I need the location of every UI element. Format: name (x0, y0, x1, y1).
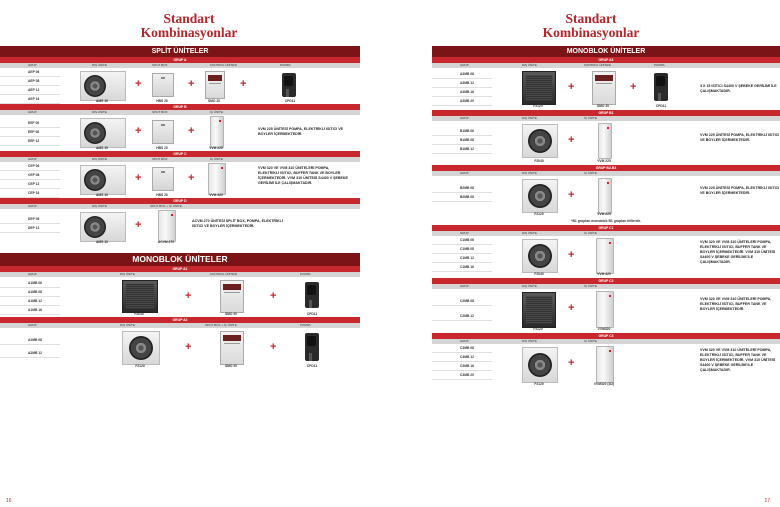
monoblok-unit-image (122, 331, 160, 365)
plus-icon: + (568, 302, 575, 314)
monoblok-unit-image (522, 239, 558, 273)
outdoor-unit-image (80, 118, 126, 148)
product-caption: AMS 10 (96, 146, 108, 150)
col-kontrol: KONTROL ÜNİTESİ (584, 63, 612, 67)
product-caption: AMS 10 (96, 193, 108, 197)
product-caption: SMO 20 (596, 104, 610, 108)
group-code: A1MB 08 (0, 288, 60, 297)
group-code: C1MB 08 (432, 245, 492, 254)
monoblok-unit-image (522, 292, 556, 328)
group-code: B1MB 08 (432, 136, 492, 145)
col-ic-unite: İÇ ÜNİTE (210, 110, 223, 114)
title-line-2: Kombinasyonlar (140, 25, 238, 40)
col-grup: GRUP (28, 272, 37, 276)
product-caption: VVM 225 (597, 212, 611, 216)
group-code: DEP 08 (0, 215, 60, 224)
product-caption: HBS 20 (156, 146, 168, 150)
product-caption: HBS 20 (156, 193, 168, 197)
col-grup: GRUP (28, 63, 37, 67)
group-header-a1: GRUP A1 (0, 266, 360, 272)
col-dis-unite: DIŞ ÜNİTE (522, 116, 537, 120)
group-note: VVM 320 VE VVM 310 ÜNİTELERİ POMPA, ELEKTRİKLİ ISITICI, BUFFER TANK VE BOYLER İÇERMEKTEDİR. (700, 297, 772, 311)
col-dis-unite: DIŞ ÜNİTE (120, 272, 135, 276)
product-caption: F2120 (534, 212, 544, 216)
product-caption: F2120 (534, 382, 544, 386)
group-code: B2MB 08 (432, 193, 492, 202)
group-row-c3 (432, 344, 780, 388)
col-grup: GRUP (460, 116, 469, 120)
group-code: AEP 06 (0, 68, 60, 77)
group-code: A3MB 08 (432, 70, 492, 79)
product-caption: VVM 320 (209, 193, 223, 197)
split-box-image (152, 73, 174, 97)
plus-icon: + (568, 189, 575, 201)
group-header-c: GRUP C (0, 151, 360, 157)
group-header-c3: GRUP C3 (432, 333, 780, 339)
col-dis-unite: DIŞ ÜNİTE (522, 63, 537, 67)
group-header-b1: GRUP B1 (432, 110, 780, 116)
group-note: VVM 225 ÜNİTESİ POMPA, ELEKTRİKLİ ISITICI VE BOYLER İÇERMEKTEDİR. (700, 186, 780, 195)
group-code: EEP 12 (0, 137, 60, 146)
group-row-a2 (0, 328, 360, 370)
plus-icon: + (188, 172, 195, 184)
pump-image (305, 282, 319, 308)
col-grup: GRUP (460, 284, 469, 288)
product-caption: F2120 (533, 327, 543, 331)
col-ic-unite: İÇ ÜNİTE (584, 231, 597, 235)
plus-icon: + (135, 219, 142, 231)
right-page (402, 0, 780, 507)
group-code: A1MB 16 (0, 306, 60, 315)
outdoor-unit-image (80, 165, 126, 195)
group-row-b1 (432, 121, 780, 165)
indoor-unit-image (158, 210, 176, 242)
group-code: A2MB 12 (0, 349, 60, 358)
monoblok-unit-image (522, 124, 558, 158)
group-code: CEP 16 (0, 189, 60, 198)
group-code: C3MB 16 (432, 362, 492, 371)
group-code: C2MB 08 (432, 297, 492, 306)
group-code: CEP 12 (0, 180, 60, 189)
group-code: AEP 12 (0, 86, 60, 95)
product-caption: VVM320 (597, 327, 611, 331)
indoor-unit-image (596, 291, 614, 328)
group-code: AEP 08 (0, 77, 60, 86)
group-row-a1 (0, 277, 360, 317)
group-row-c2 (432, 289, 780, 333)
title-line-1: Standart (163, 11, 215, 26)
group-code: EEP 06 (0, 119, 60, 128)
plus-icon: + (240, 78, 247, 90)
plus-icon: + (188, 78, 195, 90)
group-code: C3MB 12 (432, 353, 492, 362)
product-caption: HBS 20 (156, 99, 168, 103)
page-title (402, 12, 780, 42)
col-dis-unite: DIŞ ÜNİTE (522, 284, 537, 288)
group-row-c1 (432, 236, 780, 278)
product-caption: F2040 (534, 272, 544, 276)
group-note: 3 X 15 ISITICI S4400 V ŞEBEKE GERİLİMİ İLE ÇALIŞMAKTADIR. (700, 84, 777, 93)
page-number: 16 (6, 498, 12, 504)
col-ic-unite: İÇ ÜNİTE (584, 171, 597, 175)
monoblok-unit-image (522, 347, 558, 383)
group-header-b2: GRUP B2-B4 (432, 165, 780, 171)
col-pompa: POMPA (300, 272, 311, 276)
group-code: A3MB 12 (432, 79, 492, 88)
col-grup: GRUP (460, 171, 469, 175)
pump-image (305, 333, 319, 361)
indoor-unit-image (210, 116, 224, 148)
group-code: C3MB 20 (432, 371, 492, 380)
monoblok-section-header: MONOBLOK ÜNİTELER (432, 46, 780, 57)
group-code: C1MB 16 (432, 263, 492, 272)
col-grup: GRUP (460, 63, 469, 67)
group-code: EEP 08 (0, 128, 60, 137)
group-header-a3: GRUP A3 (432, 57, 780, 63)
monoblok-section-header: MONOBLOK ÜNİTELER (0, 253, 360, 266)
pump-image (654, 73, 668, 101)
product-caption: CPD11 (655, 104, 667, 108)
page-title (0, 12, 378, 42)
product-caption: VVM 320 (597, 272, 611, 276)
group-code: A2MB 08 (0, 336, 60, 345)
group-note: VVM 320 VE VVM 310 ÜNİTELERİ POMPA, ELEKTRİKLİ ISITICI, BUFFER TANK VE BOYLER İÇERMEKTEDİR. VVM 310 ÜNİTESİ S4400 V ŞEBEKE GERİLİMİ İLE ÇALIŞMAKTADIR. (258, 166, 348, 185)
product-caption: F2040 (534, 159, 544, 163)
plus-icon: + (568, 81, 575, 93)
col-split-box: SPLİT BOX (152, 63, 168, 67)
product-caption: VVM320 (3i2) (593, 382, 615, 386)
title-line-1: Standart (565, 11, 617, 26)
group-code: C1MB 06 (432, 236, 492, 245)
col-grup: GRUP (460, 231, 469, 235)
monoblok-unit-image (122, 280, 158, 313)
group-code: DEP 12 (0, 224, 60, 233)
footnote: *B1 grupları monoblok B1 grupları tiftlerdir. (571, 219, 641, 223)
plus-icon: + (630, 81, 637, 93)
col-split-box: SPLİT BOX (152, 157, 168, 161)
col-grup: GRUP (460, 339, 469, 343)
split-box-image (152, 167, 174, 191)
col-dis-unite: DIŞ ÜNİTE (120, 323, 135, 327)
plus-icon: + (568, 357, 575, 369)
col-dis-unite: DIŞ ÜNİTE (92, 157, 107, 161)
group-code: C3MB 08 (432, 344, 492, 353)
group-code: B1MB 12 (432, 145, 492, 154)
group-note: ACVM 270 ÜNİTESİ SPLİT BOX, POMPA, ELEKTRİKLİ ISITICI VE BOYLER İÇERMEKTEDİR. (192, 219, 283, 228)
group-row-a (0, 68, 360, 104)
monoblok-unit-image (522, 179, 558, 213)
outdoor-unit-image (80, 71, 126, 101)
control-unit-image (220, 331, 244, 365)
col-split-box: SPLİT BOX (152, 110, 168, 114)
product-caption: F2120 (533, 104, 543, 108)
group-note: VVM 225 ÜNİTESİ POMPA, ELEKTRİKLİ ISITICI VE BOYLER İÇERMEKTEDİR. (700, 133, 780, 142)
group-header-a: GRUP A (0, 57, 360, 63)
product-caption: F2040 (134, 312, 144, 316)
product-caption: AMS 10 (96, 99, 108, 103)
group-row-c (0, 162, 360, 198)
group-row-a3 (432, 68, 780, 110)
product-caption: ACVM 270 (157, 240, 175, 244)
group-header-c2: GRUP C2 (432, 278, 780, 284)
col-kontrol: KONTROL ÜNİTESİ (210, 63, 238, 67)
group-row-d (0, 209, 360, 245)
group-code: A3MB 16 (432, 88, 492, 97)
pump-image (282, 73, 296, 97)
group-code: AEP 16 (0, 95, 60, 104)
product-caption: CPD11 (284, 99, 296, 103)
plus-icon: + (185, 290, 192, 302)
plus-icon: + (185, 341, 192, 353)
group-code: CEP 08 (0, 171, 60, 180)
group-code: B1MB 06 (432, 127, 492, 136)
control-unit-image (592, 71, 616, 105)
group-header-a2: GRUP A2 (0, 317, 360, 323)
col-grup: GRUP (28, 204, 37, 208)
col-ic-unite: İÇ ÜNİTE (584, 339, 597, 343)
page-number: 17 (764, 498, 770, 504)
group-note: VVM 320 VE VVM 310 ÜNİTELERİ POMPA, ELEKTRİKLİ ISITICI, BUFFER TANK VE BOYLER İÇERMEKTEDİR. VVM 310 ÜNİTESİ S4400 V ŞEBEKE GERİLİMİ İLE ÇALIŞMAKTADIR. (700, 240, 776, 264)
col-pompa: POMPA (300, 323, 311, 327)
product-caption: VVM 225 (209, 146, 223, 150)
col-ic-unite: İÇ ÜNİTE (584, 116, 597, 120)
col-pompa: POMPA (654, 63, 665, 67)
product-caption: AMS 10 (96, 240, 108, 244)
col-kontrol: KONTROL ÜNİTESİ (210, 272, 238, 276)
col-dis-unite: DIŞ ÜNİTE (92, 204, 107, 208)
product-caption: SMO 20 (224, 364, 238, 368)
col-grup: GRUP (28, 157, 37, 161)
col-ic-unite: İÇ ÜNİTE (584, 284, 597, 288)
group-header-d: GRUP D (0, 198, 360, 204)
title-line-2: Kombinasyonlar (542, 25, 640, 40)
indoor-unit-image (208, 163, 226, 195)
col-dis-unite: DIŞ ÜNİTE (522, 231, 537, 235)
indoor-unit-image (598, 178, 612, 214)
left-page (0, 0, 378, 507)
group-header-b: GRUP B (0, 104, 360, 110)
plus-icon: + (568, 249, 575, 261)
col-split-box-ic-unite: SPLİT BOX + İÇ ÜNİTE (205, 323, 237, 327)
split-box-image (152, 120, 174, 144)
indoor-unit-image (598, 123, 612, 159)
product-caption: SMO 20 (224, 312, 238, 316)
product-caption: F2120 (135, 364, 145, 368)
col-grup: GRUP (28, 110, 37, 114)
group-row-b (0, 115, 360, 151)
product-caption: VVM 225 (597, 159, 611, 163)
control-unit-image (220, 280, 244, 313)
plus-icon: + (135, 125, 142, 137)
col-pompa: POMPA (280, 63, 291, 67)
col-split-box-ic-unite: SPLİT BOX + İÇ ÜNİTE (150, 204, 182, 208)
product-caption: CPD11 (306, 312, 318, 316)
group-header-c1: GRUP C1 (432, 225, 780, 231)
group-note: VVM 320 VE VVM 310 ÜNİTELERİ POMPA, ELEKTRİKLİ ISITICI, BUFFER TANK VE BOYLER İÇERMEKTEDİR. VVM 310 ÜNİTESİ S4400 V ŞEBEKE GERİLİMİ İLE ÇALIŞMAKTADIR. (700, 348, 776, 372)
group-code: A1MB 06 (0, 279, 60, 288)
group-note: VVM 225 ÜNİTESİ POMPA, ELEKTRİKLİ ISITICI VE BOYLER İÇERMEKTEDİR. (258, 127, 343, 136)
group-code: C1MB 12 (432, 254, 492, 263)
plus-icon: + (270, 290, 277, 302)
group-code: C2MB 12 (432, 312, 492, 321)
col-ic-unite: İÇ ÜNİTE (210, 157, 223, 161)
plus-icon: + (568, 134, 575, 146)
product-caption: CPD11 (306, 364, 318, 368)
col-dis-unite: DIŞ ÜNİTE (92, 110, 107, 114)
col-dis-unite: DIŞ ÜNİTE (522, 171, 537, 175)
group-code: B2MB 08 (432, 184, 492, 193)
col-dis-unite: DIŞ ÜNİTE (522, 339, 537, 343)
group-code: A1MB 12 (0, 297, 60, 306)
indoor-unit-image (596, 238, 614, 274)
monoblok-unit-image (522, 71, 556, 105)
plus-icon: + (188, 125, 195, 137)
plus-icon: + (135, 172, 142, 184)
col-grup: GRUP (28, 323, 37, 327)
group-row-b2 (432, 176, 780, 218)
group-code: CEP 06 (0, 162, 60, 171)
outdoor-unit-image (80, 212, 126, 242)
indoor-unit-image (596, 346, 614, 383)
control-unit-image (205, 71, 225, 99)
group-code: A3MB 20 (432, 97, 492, 106)
plus-icon: + (270, 341, 277, 353)
plus-icon: + (135, 78, 142, 90)
col-dis-unite: DIŞ ÜNİTE (92, 63, 107, 67)
product-caption: SMO 20 (207, 99, 221, 103)
split-section-header: SPLİT ÜNİTELER (0, 46, 360, 57)
